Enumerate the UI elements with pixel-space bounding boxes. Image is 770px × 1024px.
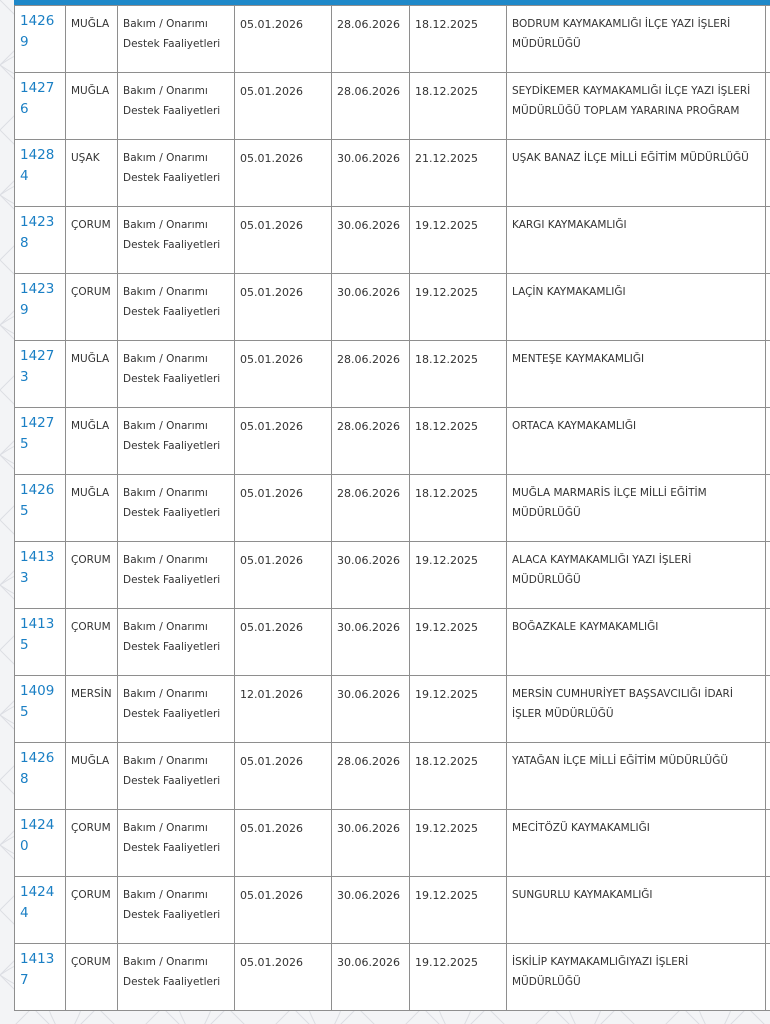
row-date-cell [410, 73, 507, 140]
row-type-cell [118, 676, 235, 743]
row-type-cell [118, 341, 235, 408]
row-end-date-cell [332, 274, 410, 341]
row-date-text: 21.12.2025 [415, 152, 478, 165]
row-start-date-text: 05.01.2026 [240, 420, 303, 433]
row-institution-text: BODRUM KAYMAKAMLIĞI İLÇE YAZI İŞLERİ MÜDÜRLÜĞÜ [512, 18, 731, 50]
row-end-date-text: 30.06.2026 [337, 554, 400, 567]
row-city-text: ÇORUM [71, 219, 111, 231]
row-id-cell [15, 6, 66, 73]
row-type-cell [118, 6, 235, 73]
row-id-cell [15, 542, 66, 609]
row-city-cell [66, 542, 118, 609]
row-id-cell [15, 408, 66, 475]
row-end-date-text: 28.06.2026 [337, 755, 400, 768]
row-id-link[interactable]: 14238 [20, 214, 55, 251]
row-city-text: MERSİN [71, 688, 112, 700]
row-start-date-cell [235, 877, 332, 944]
row-city-text: MUĞLA [71, 353, 110, 365]
row-date-cell [410, 877, 507, 944]
row-end-date-text: 30.06.2026 [337, 822, 400, 835]
row-city-cell [66, 609, 118, 676]
row-institution-cell [507, 542, 766, 609]
row-id-link[interactable]: 14268 [20, 750, 55, 787]
row-overflow-cell [766, 475, 770, 542]
row-city-cell [66, 207, 118, 274]
row-overflow-cell [766, 743, 770, 810]
row-city-cell [66, 73, 118, 140]
table-row[interactable] [15, 73, 770, 140]
row-end-date-cell [332, 408, 410, 475]
row-date-text: 19.12.2025 [415, 956, 478, 969]
row-start-date-text: 05.01.2026 [240, 487, 303, 500]
row-end-date-cell [332, 542, 410, 609]
row-id-cell [15, 676, 66, 743]
row-type-text: Bakım / Onarımı Destek Faaliyetleri [123, 286, 221, 318]
row-institution-text: UŞAK BANAZ İLÇE MİLLİ EĞİTİM MÜDÜRLÜĞÜ [512, 152, 749, 164]
row-type-text: Bakım / Onarımı Destek Faaliyetleri [123, 152, 221, 184]
row-type-cell [118, 609, 235, 676]
row-date-text: 18.12.2025 [415, 420, 478, 433]
row-end-date-cell [332, 810, 410, 877]
row-id-link[interactable]: 14133 [20, 549, 55, 586]
row-end-date-cell [332, 609, 410, 676]
row-city-text: MUĞLA [71, 18, 110, 30]
row-institution-text: YATAĞAN İLÇE MİLLİ EĞİTİM MÜDÜRLÜĞÜ [512, 755, 729, 767]
row-start-date-cell [235, 676, 332, 743]
row-id-link[interactable]: 14276 [20, 80, 55, 117]
row-city-text: ÇORUM [71, 889, 111, 901]
row-type-text: Bakım / Onarımı Destek Faaliyetleri [123, 554, 221, 586]
row-date-cell [410, 944, 507, 1011]
row-start-date-cell [235, 810, 332, 877]
row-start-date-text: 05.01.2026 [240, 353, 303, 366]
row-end-date-text: 28.06.2026 [337, 85, 400, 98]
row-type-text: Bakım / Onarımı Destek Faaliyetleri [123, 219, 221, 251]
row-end-date-cell [332, 877, 410, 944]
row-type-cell [118, 408, 235, 475]
row-institution-cell [507, 877, 766, 944]
row-type-text: Bakım / Onarımı Destek Faaliyetleri [123, 487, 221, 519]
table-row[interactable] [15, 542, 770, 609]
row-institution-cell [507, 810, 766, 877]
row-end-date-cell [332, 676, 410, 743]
row-institution-cell [507, 408, 766, 475]
row-overflow-cell [766, 609, 770, 676]
row-overflow-cell [766, 810, 770, 877]
row-start-date-cell [235, 140, 332, 207]
row-type-text: Bakım / Onarımı Destek Faaliyetleri [123, 85, 221, 117]
row-date-text: 18.12.2025 [415, 18, 478, 31]
row-id-link[interactable]: 14265 [20, 482, 55, 519]
row-end-date-text: 30.06.2026 [337, 219, 400, 232]
row-city-text: ÇORUM [71, 621, 111, 633]
row-overflow-cell [766, 944, 770, 1011]
row-type-cell [118, 207, 235, 274]
row-start-date-cell [235, 341, 332, 408]
row-type-text: Bakım / Onarımı Destek Faaliyetleri [123, 420, 221, 452]
row-city-text: ÇORUM [71, 554, 111, 566]
row-start-date-text: 05.01.2026 [240, 822, 303, 835]
row-start-date-text: 05.01.2026 [240, 152, 303, 165]
row-date-text: 19.12.2025 [415, 621, 478, 634]
row-institution-cell [507, 73, 766, 140]
row-end-date-text: 28.06.2026 [337, 18, 400, 31]
row-date-cell [410, 676, 507, 743]
row-city-cell [66, 408, 118, 475]
row-type-text: Bakım / Onarımı Destek Faaliyetleri [123, 889, 221, 921]
row-start-date-cell [235, 542, 332, 609]
row-date-cell [410, 609, 507, 676]
row-start-date-cell [235, 944, 332, 1011]
row-overflow-cell [766, 877, 770, 944]
row-end-date-text: 30.06.2026 [337, 286, 400, 299]
row-institution-text: MERSİN CUMHURİYET BAŞSAVCILIĞI İDARİ İŞLER MÜDÜRLÜĞÜ [512, 688, 733, 720]
row-city-cell [66, 140, 118, 207]
row-id-link[interactable]: 14273 [20, 348, 55, 385]
row-type-text: Bakım / Onarımı Destek Faaliyetleri [123, 755, 221, 787]
row-institution-text: ALACA KAYMAKAMLIĞI YAZI İŞLERİ MÜDÜRLÜĞÜ [512, 554, 692, 586]
row-start-date-text: 05.01.2026 [240, 85, 303, 98]
row-city-cell [66, 944, 118, 1011]
row-end-date-text: 30.06.2026 [337, 956, 400, 969]
row-start-date-text: 05.01.2026 [240, 219, 303, 232]
row-institution-cell [507, 944, 766, 1011]
row-city-text: UŞAK [71, 152, 100, 164]
table-row[interactable] [15, 408, 770, 475]
row-city-text: MUĞLA [71, 755, 110, 767]
row-institution-text: SEYDİKEMER KAYMAKAMLIĞI İLÇE YAZI İŞLERİ MÜDÜRLÜĞÜ TOPLAM YARARINA PROĞRAM [512, 85, 751, 117]
row-city-cell [66, 274, 118, 341]
row-type-cell [118, 810, 235, 877]
row-end-date-text: 30.06.2026 [337, 688, 400, 701]
row-city-text: ÇORUM [71, 286, 111, 298]
row-start-date-text: 05.01.2026 [240, 286, 303, 299]
row-end-date-text: 28.06.2026 [337, 420, 400, 433]
row-end-date-cell [332, 341, 410, 408]
row-id-cell [15, 475, 66, 542]
row-type-cell [118, 73, 235, 140]
row-end-date-cell [332, 475, 410, 542]
row-start-date-text: 05.01.2026 [240, 621, 303, 634]
row-type-text: Bakım / Onarımı Destek Faaliyetleri [123, 688, 221, 720]
row-id-link[interactable]: 14137 [20, 951, 55, 988]
row-institution-cell [507, 609, 766, 676]
table-row[interactable] [15, 475, 770, 542]
row-date-text: 19.12.2025 [415, 822, 478, 835]
row-city-text: ÇORUM [71, 956, 111, 968]
row-institution-text: MENTEŞE KAYMAKAMLIĞI [512, 353, 645, 365]
row-end-date-text: 30.06.2026 [337, 621, 400, 634]
row-start-date-text: 05.01.2026 [240, 554, 303, 567]
row-end-date-text: 28.06.2026 [337, 487, 400, 500]
row-end-date-cell [332, 73, 410, 140]
table-row[interactable] [15, 676, 770, 743]
row-overflow-cell [766, 73, 770, 140]
row-date-text: 18.12.2025 [415, 353, 478, 366]
row-date-text: 18.12.2025 [415, 755, 478, 768]
table-row[interactable] [15, 140, 770, 207]
row-institution-text: İSKİLİP KAYMAKAMLIĞIYAZI İŞLERİ MÜDÜRLÜĞÜ [512, 956, 689, 988]
row-institution-cell [507, 274, 766, 341]
row-start-date-cell [235, 73, 332, 140]
row-city-cell [66, 341, 118, 408]
row-id-cell [15, 609, 66, 676]
row-date-cell [410, 475, 507, 542]
row-institution-cell [507, 6, 766, 73]
row-institution-text: MUĞLA MARMARİS İLÇE MİLLİ EĞİTİM MÜDÜRLÜĞÜ [512, 487, 707, 519]
row-type-cell [118, 140, 235, 207]
row-id-link[interactable]: 14239 [20, 281, 55, 318]
table-row[interactable] [15, 207, 770, 274]
row-id-cell [15, 743, 66, 810]
row-id-link[interactable]: 14275 [20, 415, 55, 452]
row-city-cell [66, 6, 118, 73]
row-end-date-cell [332, 944, 410, 1011]
row-date-text: 19.12.2025 [415, 219, 478, 232]
row-date-cell [410, 207, 507, 274]
table-row[interactable] [15, 6, 770, 73]
row-id-link[interactable]: 14244 [20, 884, 55, 921]
row-end-date-text: 28.06.2026 [337, 353, 400, 366]
row-date-cell [410, 810, 507, 877]
row-overflow-cell [766, 6, 770, 73]
table-body [15, 6, 770, 1011]
row-institution-text: KARGI KAYMAKAMLIĞI [512, 219, 627, 231]
row-end-date-cell [332, 207, 410, 274]
row-start-date-cell [235, 408, 332, 475]
row-type-text: Bakım / Onarımı Destek Faaliyetleri [123, 956, 221, 988]
table-row[interactable] [15, 609, 770, 676]
row-overflow-cell [766, 207, 770, 274]
table-row[interactable] [15, 944, 770, 1011]
row-date-cell [410, 408, 507, 475]
row-institution-text: SUNGURLU KAYMAKAMLIĞI [512, 889, 653, 901]
row-institution-text: LAÇİN KAYMAKAMLIĞI [512, 286, 626, 298]
row-type-cell [118, 274, 235, 341]
row-type-cell [118, 542, 235, 609]
row-type-text: Bakım / Onarımı Destek Faaliyetleri [123, 822, 221, 854]
announcement-table [14, 5, 770, 1011]
row-id-link[interactable]: 14284 [20, 147, 55, 184]
row-type-cell [118, 743, 235, 810]
row-end-date-cell [332, 6, 410, 73]
announcement-table-container [14, 5, 770, 1011]
row-date-text: 19.12.2025 [415, 286, 478, 299]
row-institution-cell [507, 475, 766, 542]
row-end-date-cell [332, 140, 410, 207]
row-date-cell [410, 140, 507, 207]
row-date-text: 18.12.2025 [415, 85, 478, 98]
row-start-date-cell [235, 6, 332, 73]
row-institution-text: BOĞAZKALE KAYMAKAMLIĞI [512, 621, 659, 633]
table-row[interactable] [15, 810, 770, 877]
row-type-cell [118, 475, 235, 542]
row-type-text: Bakım / Onarımı Destek Faaliyetleri [123, 353, 221, 385]
row-date-text: 19.12.2025 [415, 889, 478, 902]
row-id-link[interactable]: 14135 [20, 616, 55, 653]
table-row[interactable] [15, 274, 770, 341]
row-start-date-text: 05.01.2026 [240, 956, 303, 969]
table-row[interactable] [15, 877, 770, 944]
row-city-cell [66, 676, 118, 743]
row-date-cell [410, 6, 507, 73]
row-start-date-cell [235, 609, 332, 676]
row-date-cell [410, 274, 507, 341]
row-date-text: 19.12.2025 [415, 554, 478, 567]
row-institution-cell [507, 743, 766, 810]
row-city-cell [66, 475, 118, 542]
row-start-date-cell [235, 475, 332, 542]
row-id-cell [15, 73, 66, 140]
row-id-cell [15, 274, 66, 341]
row-city-cell [66, 743, 118, 810]
row-end-date-text: 30.06.2026 [337, 152, 400, 165]
row-start-date-cell [235, 743, 332, 810]
table-row[interactable] [15, 743, 770, 810]
row-id-link[interactable]: 14269 [20, 13, 55, 50]
row-date-text: 19.12.2025 [415, 688, 478, 701]
table-row[interactable] [15, 341, 770, 408]
row-overflow-cell [766, 676, 770, 743]
row-city-text: MUĞLA [71, 487, 110, 499]
row-type-cell [118, 944, 235, 1011]
row-start-date-text: 12.01.2026 [240, 688, 303, 701]
row-city-text: ÇORUM [71, 822, 111, 834]
row-end-date-cell [332, 743, 410, 810]
row-type-text: Bakım / Onarımı Destek Faaliyetleri [123, 18, 221, 50]
row-institution-text: ORTACA KAYMAKAMLIĞI [512, 420, 637, 432]
row-end-date-text: 30.06.2026 [337, 889, 400, 902]
row-city-cell [66, 877, 118, 944]
row-id-cell [15, 207, 66, 274]
row-id-cell [15, 140, 66, 207]
row-city-cell [66, 810, 118, 877]
row-type-cell [118, 877, 235, 944]
row-date-cell [410, 341, 507, 408]
row-institution-cell [507, 207, 766, 274]
row-id-cell [15, 341, 66, 408]
row-city-text: MUĞLA [71, 85, 110, 97]
row-overflow-cell [766, 542, 770, 609]
row-start-date-text: 05.01.2026 [240, 889, 303, 902]
row-overflow-cell [766, 274, 770, 341]
row-institution-cell [507, 140, 766, 207]
row-overflow-cell [766, 140, 770, 207]
row-date-cell [410, 743, 507, 810]
row-overflow-cell [766, 341, 770, 408]
row-id-link[interactable]: 14240 [20, 817, 55, 854]
row-type-text: Bakım / Onarımı Destek Faaliyetleri [123, 621, 221, 653]
row-institution-cell [507, 676, 766, 743]
row-date-text: 18.12.2025 [415, 487, 478, 500]
table-header-bar [14, 0, 770, 5]
row-start-date-cell [235, 274, 332, 341]
row-id-cell [15, 810, 66, 877]
row-id-cell [15, 944, 66, 1011]
row-city-text: MUĞLA [71, 420, 110, 432]
row-overflow-cell [766, 408, 770, 475]
row-institution-cell [507, 341, 766, 408]
row-start-date-cell [235, 207, 332, 274]
row-start-date-text: 05.01.2026 [240, 18, 303, 31]
row-date-cell [410, 542, 507, 609]
row-start-date-text: 05.01.2026 [240, 755, 303, 768]
row-id-link[interactable]: 14095 [20, 683, 55, 720]
row-id-cell [15, 877, 66, 944]
row-institution-text: MECİTÖZÜ KAYMAKAMLIĞI [512, 822, 650, 834]
